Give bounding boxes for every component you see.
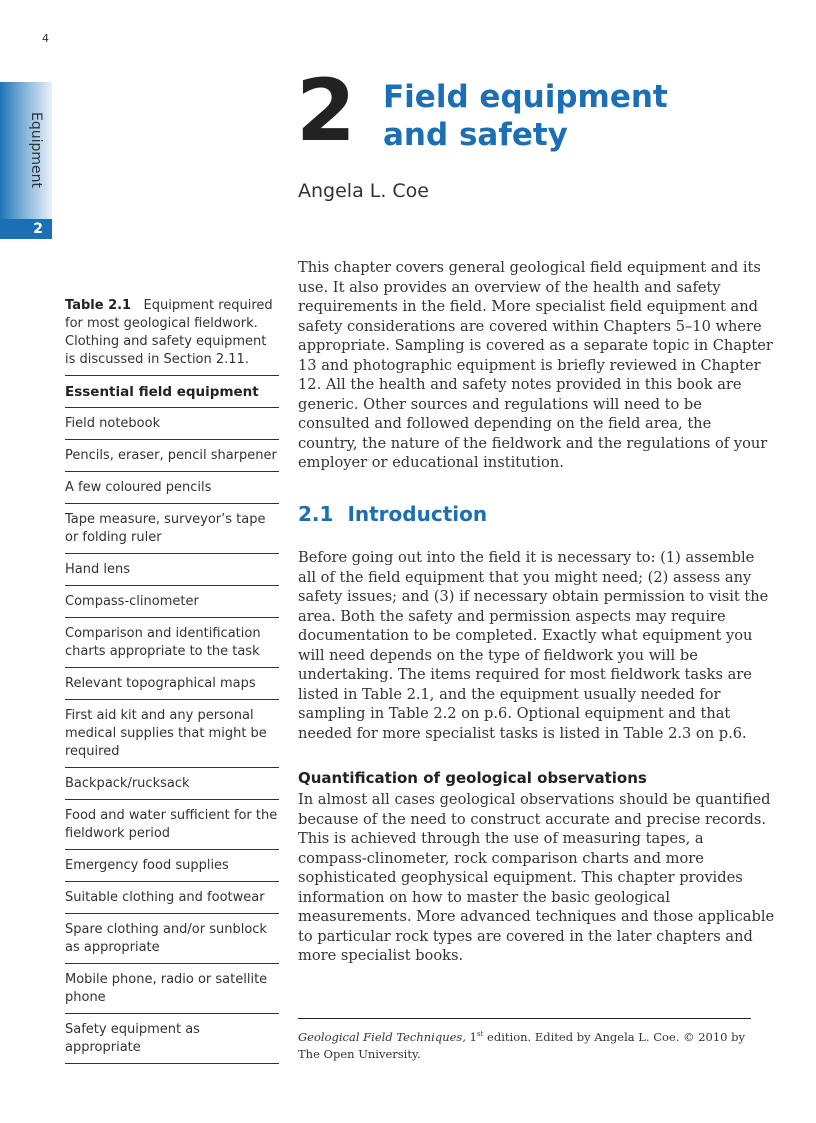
- subsection-paragraph: [298, 790, 775, 966]
- text-line: requirements in the field. More specialist field equipment and: [298, 298, 758, 315]
- text-line: compass-clinometer, rock comparison charts and more: [298, 849, 704, 867]
- text-line: appropriate. Sampling is covered as a separate topic in Chapter: [298, 337, 773, 354]
- subsection-heading: Quantification of geological observations: [298, 769, 647, 787]
- text-line: documentation to be completed. Exactly what equipment you: [298, 627, 753, 644]
- text-line: sampling in Table 2.2 on p.6. Optional equipment and that: [298, 705, 731, 722]
- caption-text: Equipment required for most geological fieldwork. Clothing and safety equipment is discussed in Section 2.11.: [65, 298, 273, 367]
- table-row: Food and water sufficient for the fieldwork period: [65, 800, 279, 850]
- table-row: Field notebook: [65, 408, 279, 440]
- text-line: This is achieved through the use of measuring tapes, a: [298, 830, 704, 847]
- edition-sup: st: [476, 1030, 484, 1038]
- table-row: Emergency food supplies: [65, 850, 279, 882]
- chapter-title-line: Field equipment: [383, 79, 668, 115]
- book-title: Geological Field Techniques: [298, 1029, 463, 1044]
- table-row: First aid kit and any personal medical supplies that might be required: [65, 700, 279, 768]
- side-tab: [0, 82, 52, 219]
- text-line: safety considerations are covered within Chapters 5–10 where: [298, 317, 762, 335]
- table-row: Spare clothing and/or sunblock as appropriate: [65, 914, 279, 964]
- text-line: because of the need to construct accurate and precise records.: [298, 810, 767, 828]
- text-line: information on how to master the basic geological: [298, 888, 671, 906]
- text-line: In almost all cases geological observations should be quantified: [298, 791, 771, 808]
- table-row: Backpack/rucksack: [65, 768, 279, 800]
- author: Angela L. Coe: [298, 180, 429, 202]
- caption-label: Table 2.1: [65, 298, 132, 313]
- text-line: more specialist books.: [298, 947, 464, 964]
- text-line: country, the nature of the fieldwork and the regulations of your: [298, 434, 768, 452]
- footer-publisher: The Open University.: [298, 1046, 421, 1061]
- table-row: Relevant topographical maps: [65, 668, 279, 700]
- text-line: measurements. More advanced techniques and those applicable: [298, 908, 775, 925]
- text-line: undertaking. The items required for most fieldwork tasks are: [298, 666, 752, 683]
- text-line: needed for more specialist tasks is listed in Table 2.3 on p.6.: [298, 724, 747, 742]
- table-header: Essential field equipment: [65, 376, 279, 408]
- text-line: all of the field equipment that you might need; (2) assess any: [298, 568, 752, 586]
- footer-text: edition. Edited by Angela L. Coe. © 2010 by: [483, 1029, 746, 1044]
- footer-citation: Geological Field Techniques, 1st edition. Edited by Angela L. Coe. © 2010 by The Open University.: [298, 1018, 751, 1063]
- side-tab-chapter: 2: [0, 219, 52, 239]
- text-line: Before going out into the field it is necessary to: (1) assemble: [298, 549, 755, 566]
- table-row: A few coloured pencils: [65, 472, 279, 504]
- table-row: Safety equipment as appropriate: [65, 1014, 279, 1064]
- text-line: area. Both the safety and permission aspects may require: [298, 607, 726, 625]
- section-heading: [298, 502, 501, 526]
- table-row: Pencils, eraser, pencil sharpener: [65, 440, 279, 472]
- intro-paragraph: [298, 258, 773, 473]
- table-row: Comparison and identification charts appropriate to the task: [65, 618, 279, 668]
- text-line: generic. Other sources and regulations will need to be: [298, 395, 702, 413]
- text-line: will need depends on the type of fieldwork you will be: [298, 646, 698, 664]
- text-line: 12. All the health and safety notes provided in this book are: [298, 376, 742, 393]
- equipment-table: [65, 375, 279, 1064]
- section-paragraph: [298, 548, 769, 743]
- side-tab-label: Equipment: [28, 112, 44, 188]
- page-number: 4: [42, 32, 49, 45]
- section-number: 2.1: [298, 502, 334, 526]
- chapter-title-line: and safety: [383, 117, 568, 153]
- text-line: sophisticated geophysical equipment. This chapter provides: [298, 869, 743, 886]
- table-row: Mobile phone, radio or satellite phone: [65, 964, 279, 1014]
- table-row: Hand lens: [65, 554, 279, 586]
- text-line: to particular rock types are covered in the later chapters and: [298, 927, 753, 945]
- text-line: This chapter covers general geological field equipment and its: [298, 259, 761, 276]
- chapter-number: 2: [296, 61, 353, 161]
- text-line: 13 and photographic equipment is briefly reviewed in Chapter: [298, 356, 761, 374]
- text-line: employer or educational institution.: [298, 454, 564, 471]
- text-line: consulted and followed depending on the field area, the: [298, 415, 712, 432]
- table-row: Tape measure, surveyor’s tape or folding ruler: [65, 504, 279, 554]
- text-line: safety issues; and (3) if necessary obtain permission to visit the: [298, 588, 769, 605]
- edition: 1: [469, 1029, 477, 1044]
- table-row: Compass-clinometer: [65, 586, 279, 618]
- text-line: use. It also provides an overview of the health and safety: [298, 278, 721, 296]
- chapter-title: [383, 78, 668, 154]
- text-line: listed in Table 2.1, and the equipment usually needed for: [298, 685, 721, 703]
- table-caption: [65, 297, 280, 369]
- section-title: Introduction: [347, 502, 488, 526]
- table-row: Suitable clothing and footwear: [65, 882, 279, 914]
